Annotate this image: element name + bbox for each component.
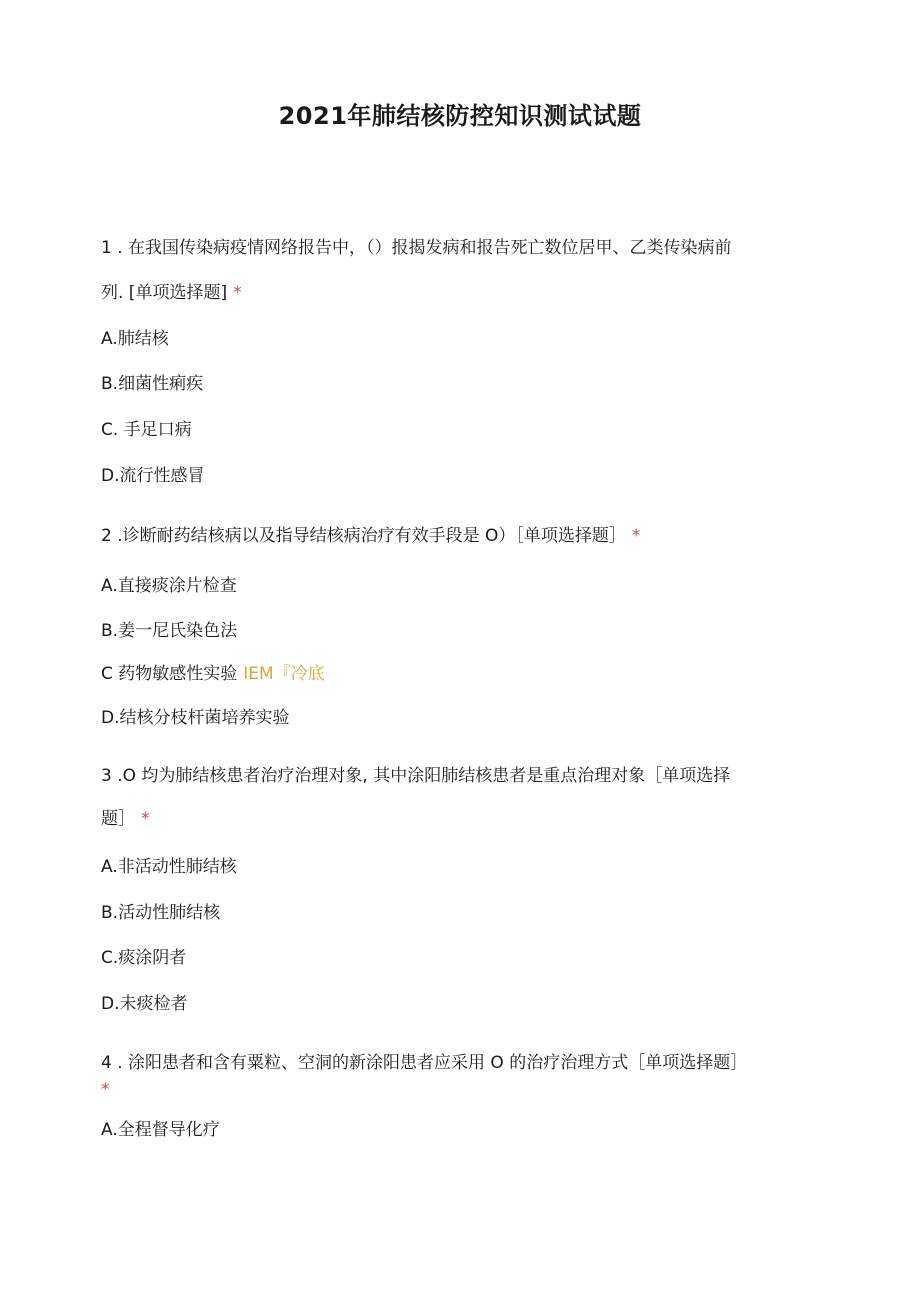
option-note: IEM『冷底 xyxy=(243,664,325,684)
required-mark: * xyxy=(101,1080,110,1100)
question-2-option-d[interactable]: D.结核分枝杆菌培养实验 xyxy=(101,708,290,728)
question-2-option-b[interactable]: B.姜一尼氏染色法 xyxy=(101,621,238,641)
question-2-option-c-label: C 药物敏感性实验 xyxy=(101,664,238,684)
question-3-text-line-2 xyxy=(101,807,150,831)
question-3-text-line-2-label: 题］ xyxy=(101,809,135,829)
required-mark: * xyxy=(631,526,641,546)
required-mark: * xyxy=(141,809,150,829)
question-1-text-line-1: 1 . 在我国传染病疫情网络报告中，（）报揭发病和报告死亡数位居甲、乙类传染病前 xyxy=(101,238,732,258)
question-4-text-line-1: 4 . 涂阳患者和含有粟粒、空洞的新涂阳患者应采用 O 的治疗治理方式［单项选择题］ xyxy=(101,1053,748,1073)
question-2-option-c[interactable] xyxy=(101,662,325,686)
question-4-option-a[interactable]: A.全程督导化疗 xyxy=(101,1120,220,1140)
page-title: 2021年肺结核防控知识测试试题 xyxy=(278,102,642,130)
required-mark: * xyxy=(233,283,242,303)
question-3-option-d[interactable]: D.未痰检者 xyxy=(101,994,188,1014)
question-3-option-b[interactable]: B.活动性肺结核 xyxy=(101,903,221,923)
question-2-option-a[interactable]: A.直接痰涂片检查 xyxy=(101,576,237,596)
question-1-option-c[interactable]: C. 手足口病 xyxy=(101,420,192,440)
question-1-option-a[interactable]: A.肺结核 xyxy=(101,329,169,349)
question-2-text-line-1 xyxy=(101,524,640,548)
question-3-option-c[interactable]: C.痰涂阴者 xyxy=(101,948,187,968)
question-1-text-line-2-label: 列. [单项选择题] xyxy=(101,283,228,303)
question-2-text: 2 .诊断耐药结核病以及指导结核病治疗有效手段是 O）［单项选择题］ xyxy=(101,526,626,546)
question-1-option-b[interactable]: B.细菌性痢疾 xyxy=(101,374,204,394)
question-1-text-line-2 xyxy=(101,281,242,305)
question-3-option-a[interactable]: A.非活动性肺结核 xyxy=(101,857,237,877)
question-1-option-d[interactable]: D.流行性感冒 xyxy=(101,466,205,486)
question-3-text-line-1: 3 .O 均为肺结核患者治疗治理对象, 其中涂阳肺结核患者是重点治理对象［单项选择 xyxy=(101,766,731,786)
